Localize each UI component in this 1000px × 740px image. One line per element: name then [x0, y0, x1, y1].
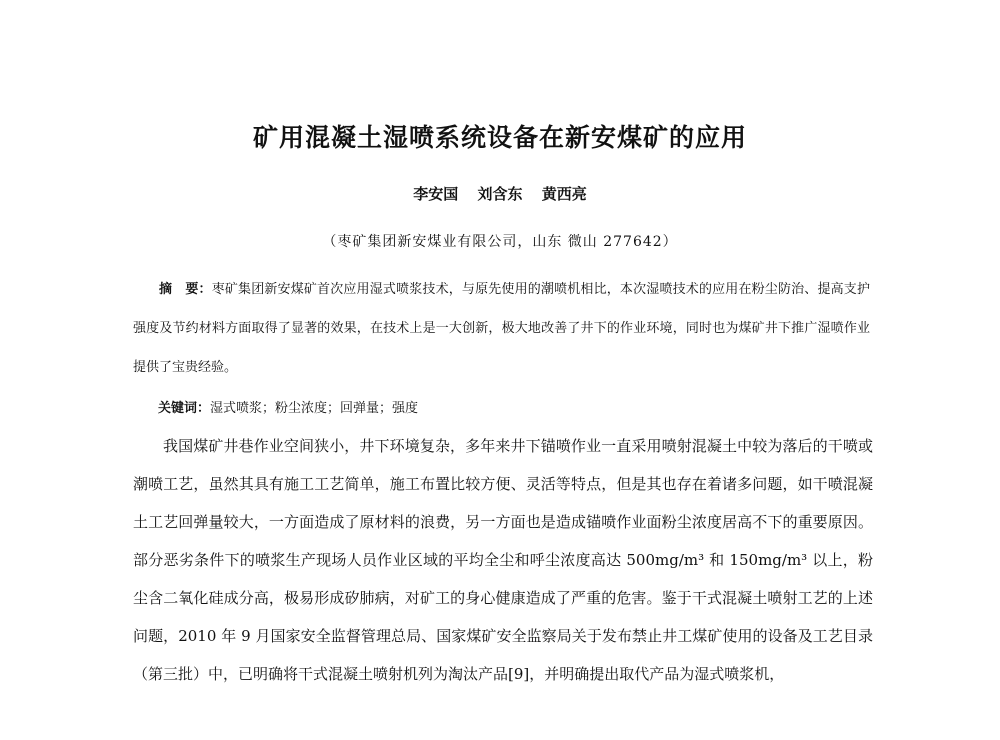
body-section [133, 427, 873, 693]
author-name: 李安国 [413, 185, 459, 203]
body-paragraph: 我国煤矿井巷作业空间狭小，井下环境复杂，多年来井下锚喷作业一直采用喷射混凝土中较为落后的干喷或潮喷工艺，虽然其具有施工工艺简单，施工布置比较方便、灵活等特点，但是其也存在着诸多问题，如干喷混凝土工艺回弹量较大，一方面造成了原材料的浪费，另一方面也是造成锚喷作业面粉尘浓度居高不下的重要原因。部分恶劣条件下的喷浆生产现场人员作业区域的平均全尘和呼尘浓度高达 500mg/m³ 和 150mg/m³ 以上，粉尘含二氧化硅成分高，极易形成矽肺病，对矿工的身心健康造成了严重的危害。鉴于干式混凝土喷射工艺的上述问题，2010 年 9 月国家安全监督管理总局、国家煤矿安全监察局关于发布禁止井工煤矿使用的设备及工艺目录（第三批）中，已明确将干式混凝土喷射机列为淘汰产品[9]，并明确提出取代产品为湿式喷浆机， [133, 437, 873, 683]
author-name: 刘含东 [477, 185, 523, 203]
keywords-text: 湿式喷浆；粉尘浓度；回弹量；强度 [210, 401, 419, 416]
keywords-label: 关键词： [158, 401, 211, 416]
abstract [133, 270, 870, 387]
affiliation: （枣矿集团新安煤业有限公司，山东 微山 277642） [322, 234, 678, 250]
keywords [158, 397, 858, 416]
author-name: 黄西亮 [541, 185, 587, 203]
paper-title: 矿用混凝土湿喷系统设备在新安煤矿的应用 [252, 123, 747, 152]
abstract-text: 枣矿集团新安煤矿首次应用湿式喷浆技术，与原先使用的潮喷机相比，本次湿喷技术的应用在粉尘防治、提高支护强度及节约材料方面取得了显著的效果，在技术上是一大创新，极大地改善了井下的作业环境，同时也为煤矿井下推广湿喷作业提供了宝贵经验。 [133, 282, 870, 375]
abstract-label: 摘 要： [159, 282, 212, 297]
author-list [0, 183, 1000, 204]
